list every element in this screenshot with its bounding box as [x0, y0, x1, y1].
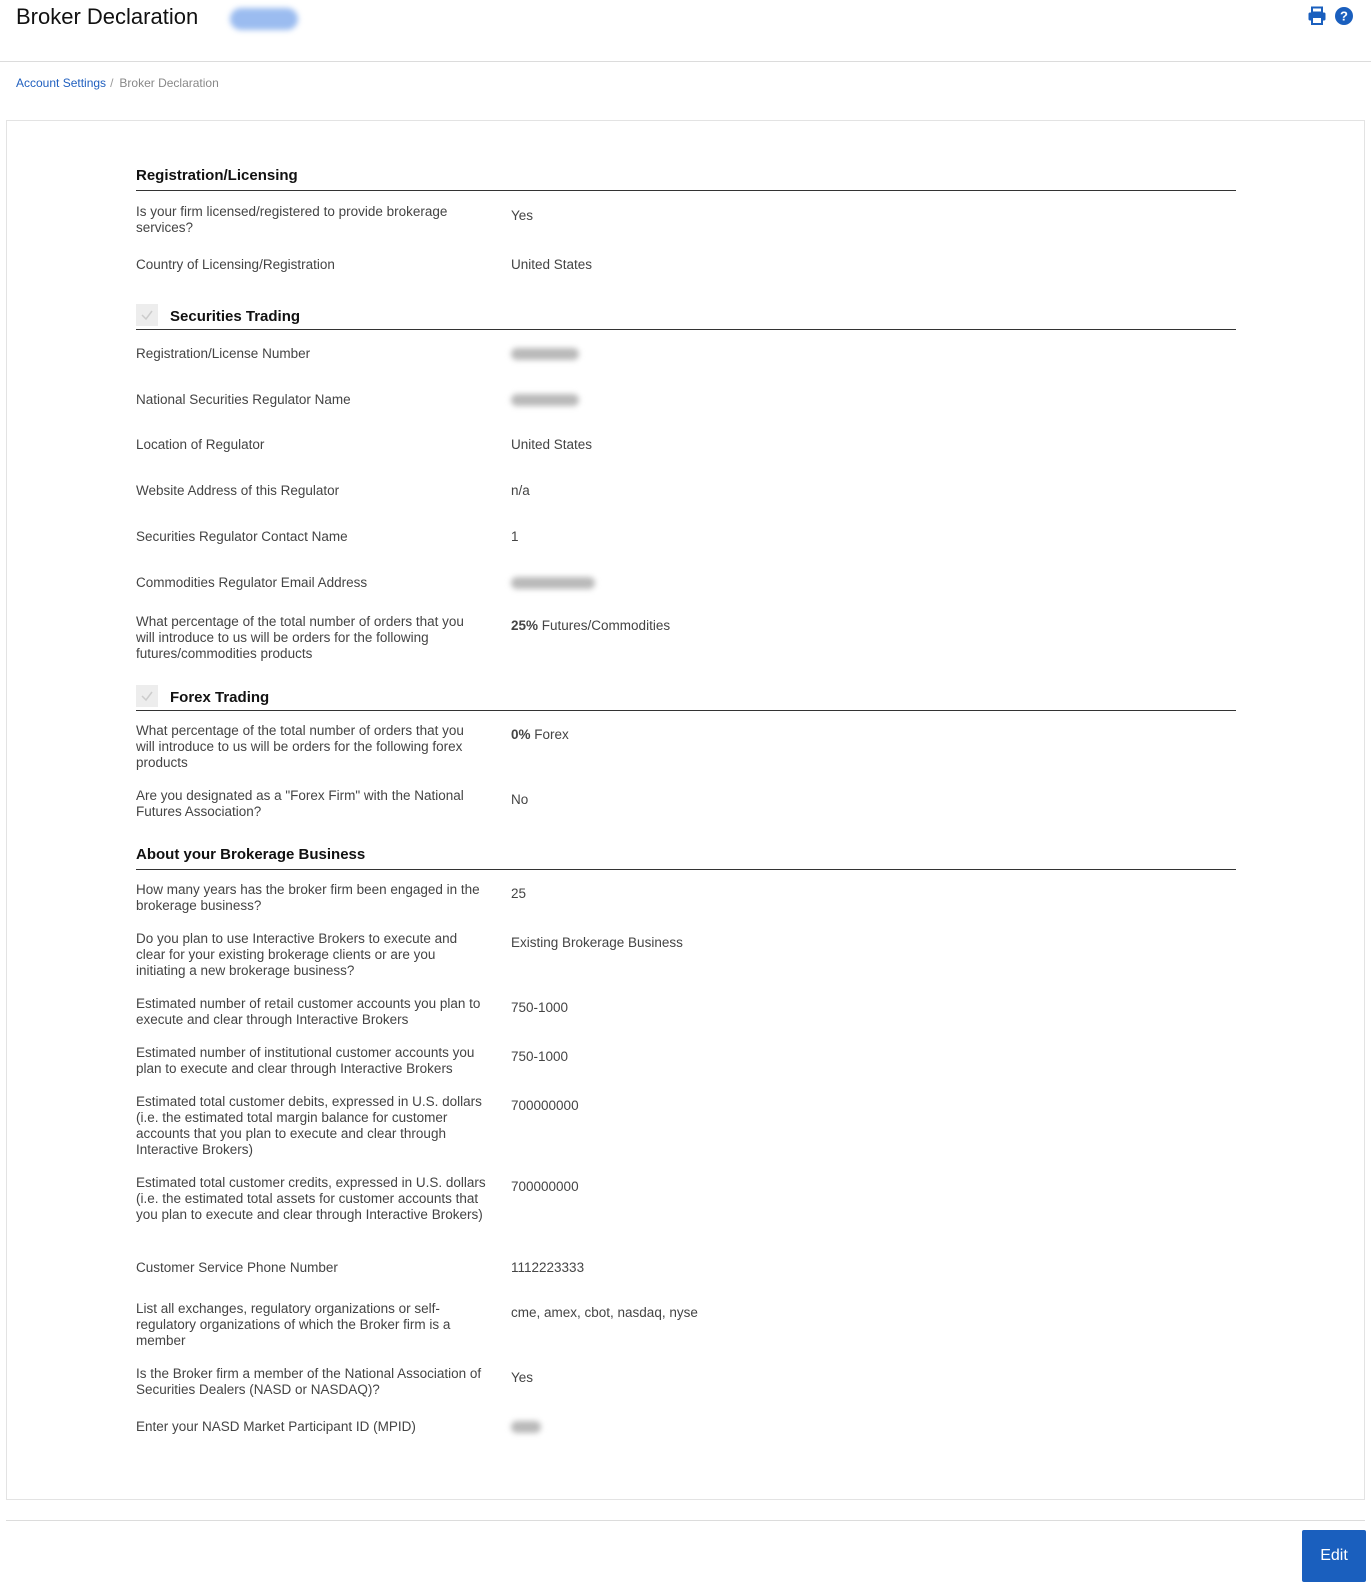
- field-value: United States: [511, 437, 593, 452]
- field-label: Estimated number of retail customer accounts you plan to execute and clear through Interactive Brokers: [136, 996, 481, 1027]
- breadcrumb-separator: /: [110, 76, 114, 90]
- field-value: n/a: [511, 483, 530, 498]
- field-value: Existing Brokerage Business: [511, 935, 683, 950]
- field-label: What percentage of the total number of orders that you will introduce to us will be orders for the following futures/commodities products: [136, 614, 464, 661]
- section-title-text: Forex Trading: [170, 688, 270, 706]
- field-value: 1112223333: [511, 1260, 585, 1275]
- print-icon[interactable]: [1307, 6, 1327, 26]
- field-label: Country of Licensing/Registration: [136, 257, 335, 272]
- field-value: 700000000: [511, 1179, 579, 1194]
- field-label: Is the Broker firm a member of the National Association of Securities Dealers (NASD or NASDAQ)?: [136, 1366, 482, 1397]
- section-title-text: About your Brokerage Business: [136, 846, 366, 863]
- field-label: Location of Regulator: [136, 437, 265, 452]
- field-value: United States: [511, 257, 593, 272]
- percentage-value: 25%: [511, 618, 539, 633]
- field-value-redacted: [511, 1419, 541, 1435]
- field-label: Do you plan to use Interactive Brokers to execute and clear for your existing brokerage clients or are you initiating a new brokerage business?: [136, 931, 458, 978]
- footer-divider: [6, 1520, 1365, 1521]
- field-value: 700000000: [511, 1098, 579, 1113]
- percentage-unit: Forex: [530, 727, 569, 742]
- section-securities-title: [136, 306, 1236, 330]
- help-icon[interactable]: [1334, 6, 1354, 26]
- breadcrumb: [16, 76, 219, 90]
- breadcrumb-account-settings[interactable]: Account Settings: [16, 76, 107, 90]
- field-value: Yes: [511, 208, 534, 223]
- field-label: Customer Service Phone Number: [136, 1260, 338, 1275]
- field-label: Securities Regulator Contact Name: [136, 529, 348, 544]
- field-label: Estimated total customer credits, expressed in U.S. dollars (i.e. the estimated total assets for customer accounts that you plan to execute and clear through Interactive Brokers): [136, 1175, 486, 1222]
- section-business-title: [136, 846, 1236, 870]
- field-label: National Securities Regulator Name: [136, 392, 351, 407]
- check-icon[interactable]: [136, 685, 158, 707]
- field-label: Enter your NASD Market Participant ID (MPID): [136, 1419, 416, 1434]
- percentage-unit: Futures/Commodities: [538, 618, 671, 633]
- field-value: 25: [511, 886, 527, 901]
- field-value: 750-1000: [511, 1049, 569, 1064]
- breadcrumb-current: Broker Declaration: [119, 76, 219, 90]
- field-label: Website Address of this Regulator: [136, 483, 340, 498]
- field-label: What percentage of the total number of orders that you will introduce to us will be orders for the following forex products: [136, 723, 464, 770]
- field-value: [511, 727, 569, 743]
- field-value: 1: [511, 529, 519, 544]
- field-label: Estimated number of institutional customer accounts you plan to execute and clear through Interactive Brokers: [136, 1045, 475, 1076]
- section-title-text: Securities Trading: [170, 307, 301, 325]
- field-label: Registration/License Number: [136, 346, 311, 361]
- svg-text:?: ?: [1340, 8, 1348, 24]
- section-title-text: Registration/Licensing: [136, 167, 298, 184]
- section-forex-title: [136, 687, 1236, 711]
- section-registration-title: [136, 167, 1236, 191]
- field-label: Estimated total customer debits, expressed in U.S. dollars (i.e. the estimated total margin balance for customer accounts that you plan to execute and clear through Interactive Brokers): [136, 1094, 482, 1157]
- percentage-value: 0%: [511, 727, 531, 742]
- field-value: cme, amex, cbot, nasdaq, nyse: [511, 1305, 698, 1320]
- page-title: Broker Declaration: [16, 4, 199, 29]
- field-value-redacted: [511, 392, 579, 408]
- field-value: No: [511, 792, 529, 807]
- field-label: Are you designated as a "Forex Firm" with the National Futures Association?: [136, 788, 464, 819]
- field-label: Is your firm licensed/registered to provide brokerage services?: [136, 204, 448, 235]
- field-value: 750-1000: [511, 1000, 569, 1015]
- field-value: [511, 618, 670, 634]
- page-header: [0, 0, 1371, 62]
- field-value: Yes: [511, 1370, 534, 1385]
- field-value-redacted: [511, 575, 595, 591]
- check-icon[interactable]: [136, 304, 158, 326]
- field-value-redacted: [511, 346, 579, 362]
- account-id-badge: [230, 8, 298, 30]
- field-label: Commodities Regulator Email Address: [136, 575, 368, 590]
- field-label: List all exchanges, regulatory organizations or self-regulatory organizations of which the Broker firm is a member: [136, 1301, 451, 1348]
- field-label: How many years has the broker firm been engaged in the brokerage business?: [136, 882, 480, 913]
- edit-button[interactable]: Edit: [1302, 1530, 1366, 1582]
